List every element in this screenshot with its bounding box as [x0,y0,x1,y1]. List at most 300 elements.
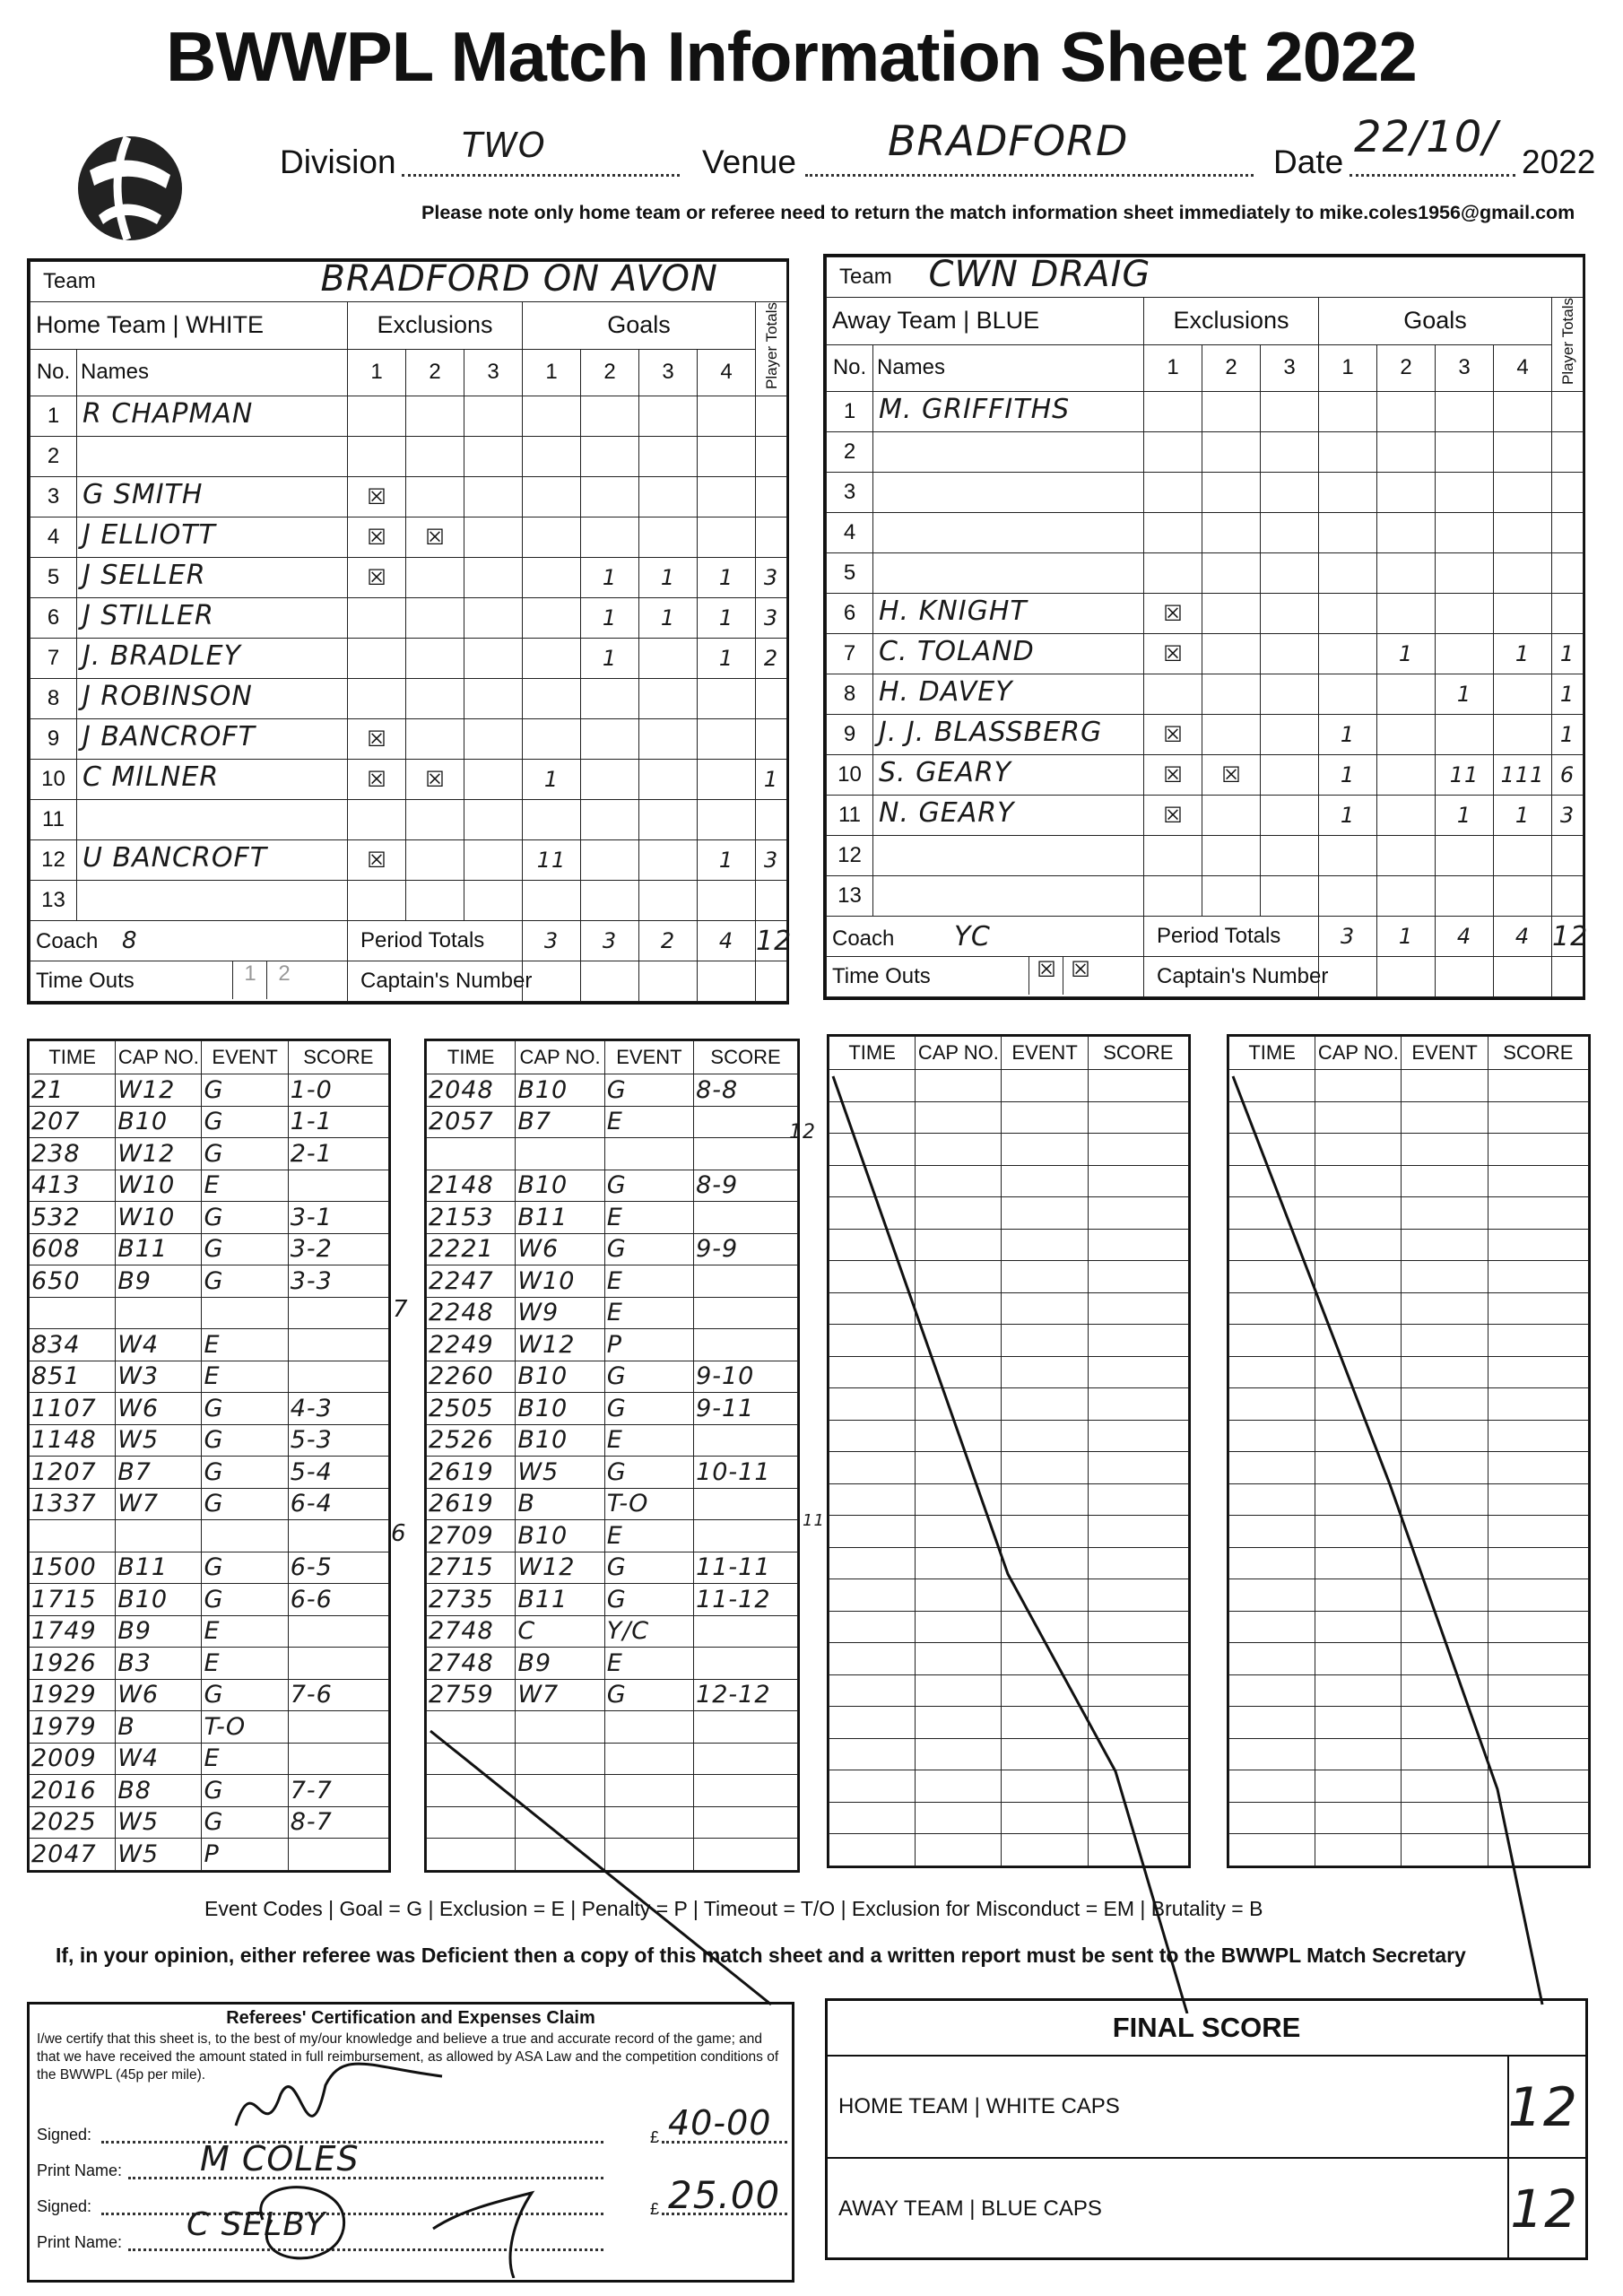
exclusion-mark: ☒ [348,840,406,881]
exclusion-mark [1144,836,1202,876]
log-score: 8-9 [694,1170,798,1202]
player-row [827,715,1584,755]
player-name: J SELLER [82,560,206,592]
log-score-header: SCORE [694,1041,798,1074]
home-team-panel [27,258,793,1004]
log-cap: W5 [516,1457,604,1489]
goal-tally [523,396,581,437]
player-total: 2 [756,639,787,679]
log-cap: C [516,1615,604,1648]
exclusion-mark [464,437,523,477]
log-score-header: SCORE [288,1041,388,1074]
goal-tally [1494,473,1552,513]
exclusion-col-3: 3 [464,349,523,396]
log-event: G [202,1233,288,1265]
log-score [694,1329,798,1361]
goal-tally [581,800,639,840]
log-time: 2619 [427,1457,516,1489]
log-row [427,1424,798,1457]
home-caps-label: HOME TEAM | WHITE CAPS [838,2094,1120,2118]
log-score [694,1424,798,1457]
exclusion-mark [1261,674,1319,715]
log-time: 2748 [427,1615,516,1648]
log-score [694,1615,798,1648]
log-time: 2759 [427,1679,516,1711]
exclusion-mark [464,396,523,437]
log-event: G [202,1074,288,1107]
player-total [1552,513,1584,553]
log-cap: W10 [116,1170,202,1202]
log-cap: B9 [516,1648,604,1680]
log-time: 1148 [30,1424,116,1457]
team-label: Team [43,269,96,293]
log-time: 1926 [30,1648,116,1680]
goal-tally [1494,876,1552,917]
player-name: C. TOLAND [879,636,1035,668]
exclusion-mark [464,840,523,881]
log-event: E [604,1297,693,1329]
player-total [1552,876,1584,917]
log-time: 851 [30,1361,116,1393]
goal-tally [581,760,639,800]
home-timeout-1: 1 [232,961,267,999]
log-row [427,1202,798,1234]
log-time: 2249 [427,1329,516,1361]
exclusion-mark [1261,755,1319,796]
exclusion-mark [1202,473,1261,513]
log-row [427,1265,798,1298]
names-header: Names [877,355,946,380]
log-time: 1107 [30,1393,116,1425]
goal-tally [581,396,639,437]
player-number: 4 [827,513,873,553]
home-subtitle: Home Team | WHITE [36,311,265,339]
log-time-header: TIME [30,1041,116,1074]
log-score: 9-10 [694,1361,798,1393]
log-row [30,1711,389,1744]
log-event: G [604,1679,693,1711]
goal-tally [639,679,698,719]
division-line [402,170,680,177]
log-cap [516,1138,604,1170]
player-total: 1 [1552,634,1584,674]
log-row [30,1584,389,1616]
log-event: G [202,1584,288,1616]
exclusion-mark: ☒ [348,477,406,517]
player-name: J STILLER [82,600,214,632]
exclusion-mark: ☒ [1144,796,1202,836]
log-event: E [202,1170,288,1202]
log-time: 2247 [427,1265,516,1298]
exclusion-mark [348,598,406,639]
exclusion-mark [1144,432,1202,473]
player-row [827,473,1584,513]
player-row [30,517,787,558]
player-name: N. GEARY [879,797,1015,830]
player-row [827,876,1584,917]
exclusion-mark [1261,392,1319,432]
log-row [30,1806,389,1839]
team-label: Team [839,265,892,289]
player-number: 6 [30,598,77,639]
goal-tally [639,881,698,921]
exclusion-mark [1261,715,1319,755]
log-time: 2248 [427,1297,516,1329]
log-time: 2221 [427,1233,516,1265]
log-time: 2047 [30,1839,116,1871]
player-row [30,719,787,760]
player-total: 3 [756,598,787,639]
player-number: 8 [30,679,77,719]
log-row [30,1170,389,1202]
player-row [30,840,787,881]
log-row [427,1457,798,1489]
goal-tally [698,396,756,437]
goal-tally [523,800,581,840]
log-score: 3-3 [288,1265,388,1298]
goal-tally [581,517,639,558]
log-score [288,1839,388,1871]
expense-amount-2: 25.00 [668,2173,781,2217]
goal-tally [1377,836,1436,876]
exclusion-mark [406,881,464,921]
log-time: 608 [30,1233,116,1265]
log-score [288,1297,388,1329]
goal-tally [523,719,581,760]
log-event: E [604,1424,693,1457]
log-row [427,1679,798,1711]
log-event: G [202,1457,288,1489]
log-score [288,1615,388,1648]
log-score [288,1648,388,1680]
player-row [30,437,787,477]
goal-tally [1377,513,1436,553]
home-period-total-3: 2 [639,921,698,961]
coach-label: Coach [36,929,99,954]
log-row [30,1424,389,1457]
exclusion-col-2: 2 [1202,344,1261,392]
log-cap: B10 [516,1393,604,1425]
player-totals-header: Player Totals [762,302,780,390]
log-event: G [202,1806,288,1839]
goal-tally [581,881,639,921]
goal-col-4: 4 [698,349,756,396]
goal-tally [1377,674,1436,715]
log-event: E [604,1106,693,1138]
match-log-3 [827,1034,1191,1868]
log-event [202,1520,288,1552]
log-event: G [202,1552,288,1584]
log-time [30,1297,116,1329]
goal-tally: 11 [1436,755,1494,796]
goal-tally: 11 [523,840,581,881]
log-time: 2016 [30,1775,116,1807]
exclusion-mark [348,639,406,679]
log-score: 9-9 [694,1233,798,1265]
exclusion-mark: ☒ [1144,715,1202,755]
goal-tally [1436,432,1494,473]
log-row [427,1074,798,1107]
player-total [756,800,787,840]
log-cap: W12 [516,1329,604,1361]
no-header: No. [30,349,77,396]
exclusion-mark [1202,634,1261,674]
goal-tally [639,760,698,800]
player-row [30,679,787,719]
player-name: J ROBINSON [82,681,253,713]
names-header: Names [81,360,150,385]
log-row [30,1265,389,1298]
goal-tally [1494,513,1552,553]
log-cap-header: CAP NO. [116,1041,202,1074]
exclusion-mark [406,840,464,881]
log-score [694,1138,798,1170]
log-time: 2260 [427,1361,516,1393]
division-value: TWO [462,126,546,165]
exclusion-mark: ☒ [348,719,406,760]
log-row [30,1743,389,1775]
goal-tally [1319,836,1377,876]
goal-tally [1494,674,1552,715]
goal-tally: 1 [581,558,639,598]
water-polo-ball-logo [72,130,188,247]
player-total: 1 [1552,715,1584,755]
goal-tally [1377,432,1436,473]
log-cap: B10 [516,1361,604,1393]
player-name: M. GRIFFITHS [879,394,1071,426]
player-number: 3 [827,473,873,513]
exclusion-mark [1202,392,1261,432]
log-cap-header: CAP NO. [516,1041,604,1074]
goal-tally: 111 [1494,755,1552,796]
print-name-2: C SELBY [187,2206,326,2243]
log-event: E [604,1520,693,1552]
exclusion-mark [1261,553,1319,594]
log-time: 2148 [427,1170,516,1202]
player-total [1552,392,1584,432]
log-time: 207 [30,1106,116,1138]
player-row [827,513,1584,553]
log-cap: W5 [116,1806,202,1839]
log-event: E [202,1648,288,1680]
log-event: E [202,1615,288,1648]
print-name-label-2: Print Name: [37,2233,123,2251]
quarter-note-7: 7 [393,1296,409,1323]
goal-tally [639,396,698,437]
log-score [694,1106,798,1138]
away-final-score: 12 [1510,2179,1578,2239]
player-number: 8 [827,674,873,715]
quarter-note-6: 6 [391,1520,407,1547]
exclusion-mark [464,679,523,719]
goal-tally [1494,715,1552,755]
exclusion-mark [406,396,464,437]
log-event: P [202,1839,288,1871]
player-row [827,392,1584,432]
log-cap: W4 [116,1329,202,1361]
home-grand-total: 12 [756,921,787,961]
exclusion-mark [1144,473,1202,513]
player-row [30,396,787,437]
goal-tally [1436,392,1494,432]
away-coach: YC [954,920,991,952]
referees-title: Referees' Certification and Expenses Claim [226,2008,595,2028]
log-cap: B9 [116,1615,202,1648]
goal-tally [639,840,698,881]
exclusion-mark [464,517,523,558]
player-total: 1 [1552,674,1584,715]
player-total: 6 [1552,755,1584,796]
goal-tally [639,477,698,517]
player-name: J. BRADLEY [82,640,241,673]
event-codes: Event Codes | Goal = G | Exclusion = E | Penalty = P | Timeout = T/O | Exclusion for Misconduct = EM | Brutality = B [204,1897,1263,1920]
exclusion-mark [406,639,464,679]
goal-tally [639,517,698,558]
log-score: 6-5 [288,1552,388,1584]
player-number: 12 [827,836,873,876]
goal-tally: 1 [1319,755,1377,796]
log-row [427,1393,798,1425]
player-name: J BANCROFT [82,721,256,753]
player-total [1552,432,1584,473]
log-time: 1207 [30,1457,116,1489]
log-event: G [202,1679,288,1711]
exclusion-mark: ☒ [1202,755,1261,796]
log-time: 2025 [30,1806,116,1839]
goal-tally [1319,634,1377,674]
goal-tally [639,719,698,760]
goal-tally [639,800,698,840]
exclusion-mark: ☒ [1144,755,1202,796]
log-time: 1337 [30,1488,116,1520]
exclusion-mark [1261,513,1319,553]
log-row [30,1138,389,1170]
goal-tally [523,437,581,477]
exclusion-mark: ☒ [348,760,406,800]
goal-tally [1319,392,1377,432]
log-score: 10-11 [694,1457,798,1489]
exclusion-col-1: 1 [348,349,406,396]
final-score-title: FINAL SCORE [828,2001,1585,2057]
player-total [756,396,787,437]
goal-tally [581,719,639,760]
no-header: No. [827,344,873,392]
log-event: G [604,1457,693,1489]
exclusion-mark [406,800,464,840]
log-cap: B10 [116,1584,202,1616]
deficient-notice: If, in your opinion, either referee was Deficient then a copy of this match sheet and a written report must be sent to the BWWPL Match Secretary [56,1944,1466,1967]
goal-tally [1319,553,1377,594]
log-row [30,1074,389,1107]
player-total [1552,553,1584,594]
exclusion-mark [1261,796,1319,836]
log-score [288,1743,388,1775]
goal-tally [1377,594,1436,634]
player-number: 7 [30,639,77,679]
log-score: 7-6 [288,1679,388,1711]
exclusion-col-2: 2 [406,349,464,396]
log-cap: W6 [516,1233,604,1265]
away-period-total-2: 1 [1377,917,1436,957]
goal-tally: 1 [1377,634,1436,674]
log-event: G [604,1584,693,1616]
exclusion-mark [1202,836,1261,876]
log-cap: B11 [116,1233,202,1265]
log-score: 3-2 [288,1233,388,1265]
log-cap: W12 [116,1074,202,1107]
player-number: 6 [827,594,873,634]
log-score: 9-11 [694,1393,798,1425]
exclusion-mark [1261,836,1319,876]
player-row [30,881,787,921]
log-score-header: SCORE [1088,1037,1188,1070]
log-time: 1929 [30,1679,116,1711]
home-period-total-1: 3 [523,921,581,961]
currency-2: £ [650,2200,660,2218]
coach-label: Coach [832,926,895,951]
quarter-note-11: 11 [803,1511,825,1530]
player-name: H. KNIGHT [879,596,1028,628]
log-cap: B11 [516,1584,604,1616]
away-period-total-3: 4 [1436,917,1494,957]
player-name: G SMITH [82,479,204,511]
log-time: 2735 [427,1584,516,1616]
player-number: 11 [30,800,77,840]
exclusion-mark [1261,594,1319,634]
goal-tally [523,639,581,679]
exclusion-mark: ☒ [406,517,464,558]
player-number: 13 [827,876,873,917]
exclusion-mark [1202,432,1261,473]
log-time: 2715 [427,1552,516,1584]
print-name-1: M COLES [200,2139,360,2179]
goal-tally [1436,553,1494,594]
player-number: 13 [30,881,77,921]
player-number: 7 [827,634,873,674]
log-score [288,1520,388,1552]
match-log-2 [424,1039,800,1873]
goal-tally [1436,513,1494,553]
goal-col-1: 1 [523,349,581,396]
goal-tally [698,881,756,921]
log-row [427,1329,798,1361]
player-number: 4 [30,517,77,558]
goal-tally [698,679,756,719]
log-score: 8-8 [694,1074,798,1107]
goal-tally [581,840,639,881]
captains-number-label: Captain's Number [1157,964,1329,989]
goal-col-1: 1 [1319,344,1377,392]
exclusion-mark [1202,715,1261,755]
log-time: 1979 [30,1711,116,1744]
exclusion-mark [348,437,406,477]
exclusion-mark [1261,473,1319,513]
player-number: 1 [30,396,77,437]
player-name: R CHAPMAN [82,398,254,430]
away-team-panel [823,254,1589,1000]
goal-tally [1494,392,1552,432]
player-total [756,881,787,921]
log-event-header: EVENT [1402,1037,1488,1070]
log-row [427,1170,798,1202]
home-period-total-4: 4 [698,921,756,961]
player-number: 1 [827,392,873,432]
log-event [604,1138,693,1170]
log-row [30,1233,389,1265]
player-name: J ELLIOTT [82,519,216,552]
log-score [694,1648,798,1680]
goal-tally [1436,715,1494,755]
